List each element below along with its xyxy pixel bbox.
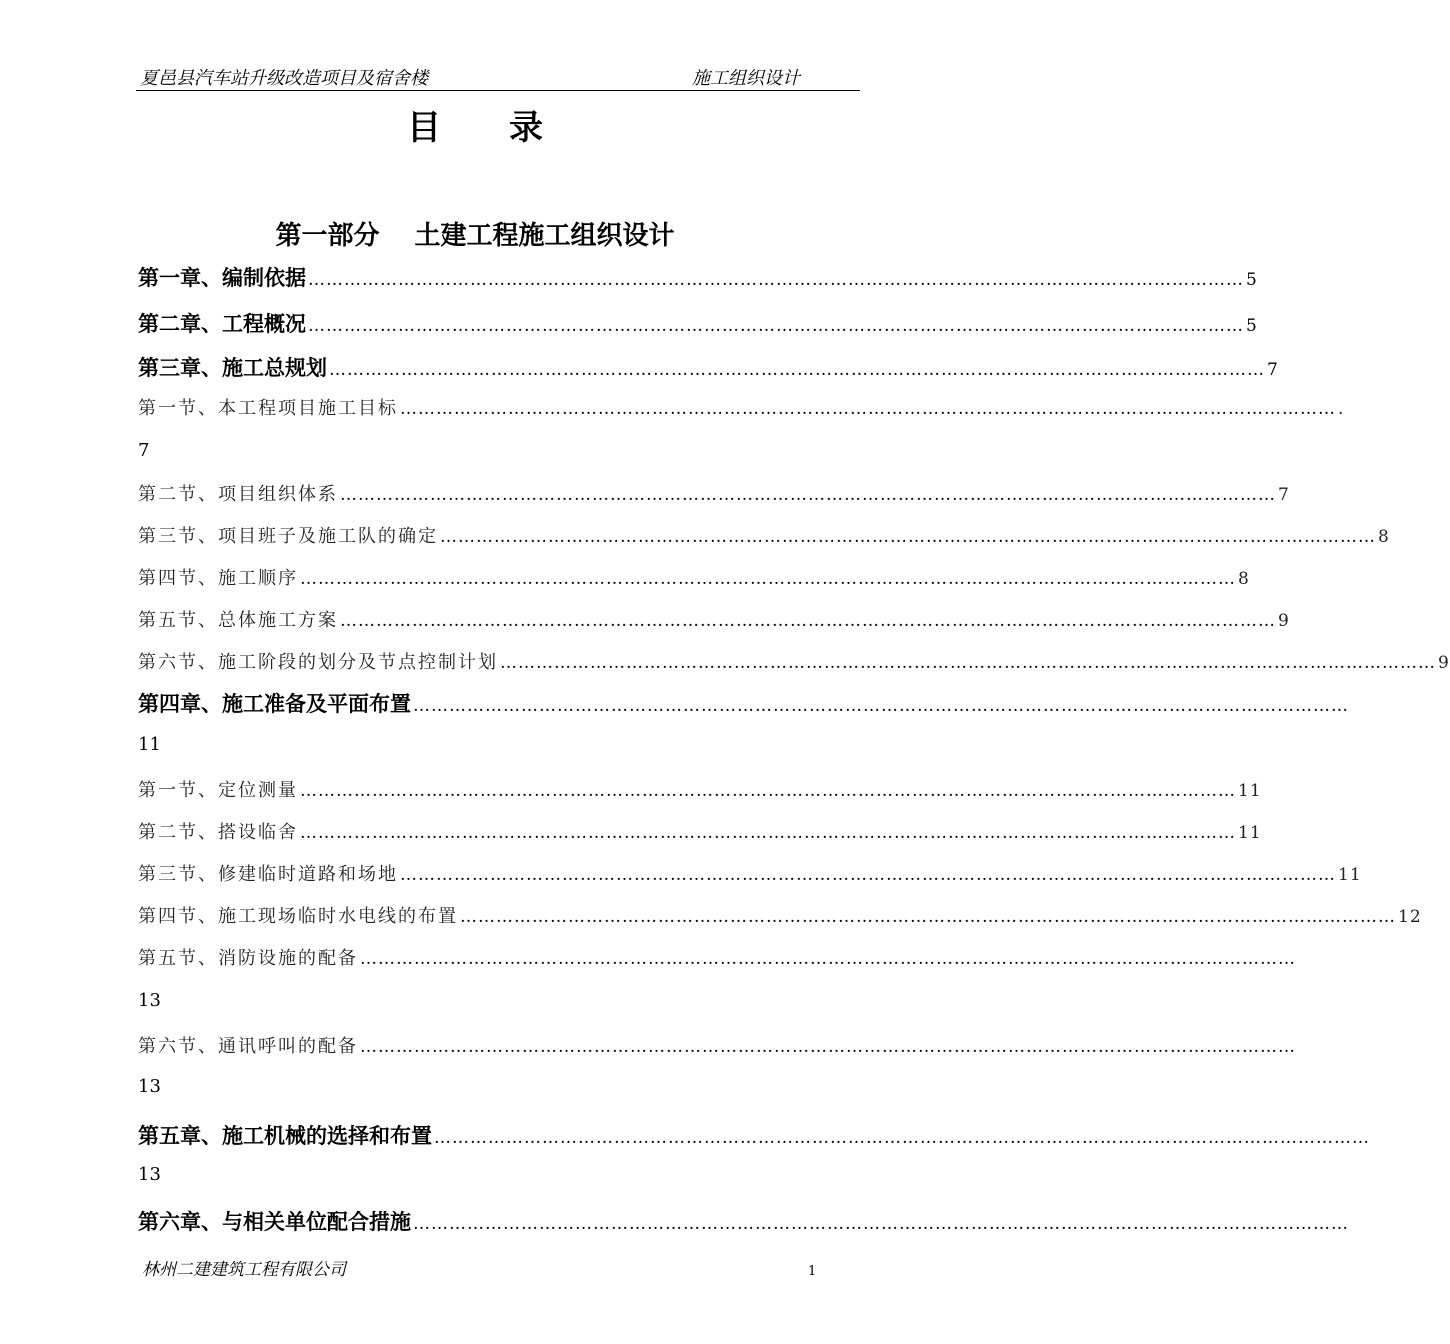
toc-leader-dots: ………………………………………………………………………………………………………………………………………… (400, 865, 1336, 885)
toc-chapter-entry[interactable] (138, 308, 1257, 338)
header-doc-type: 施工组织设计 (692, 68, 800, 89)
toc-section-entry[interactable] (138, 648, 1450, 674)
toc-entry-page: 9 (1278, 611, 1290, 631)
toc-entry-label: 第二节、项目组织体系 (138, 484, 338, 505)
toc-chapter-entry[interactable] (138, 688, 1349, 718)
toc-leader-dots: ………………………………………………………………………………………………………………………………………… (434, 1128, 1370, 1148)
toc-chapter-entry[interactable] (138, 1120, 1370, 1150)
toc-section-entry[interactable] (138, 564, 1250, 590)
toc-chapter-entry[interactable] (138, 262, 1257, 292)
toc-section-entry[interactable] (138, 1032, 1296, 1058)
toc-leader-dots: ………………………………………………………………………………………………………………………………………… (460, 907, 1396, 927)
toc-leader-dots: ………………………………………………………………………………………………………………………………………… (500, 653, 1436, 673)
toc-entry-page: 11 (1338, 865, 1362, 885)
toc-leader-dots: ………………………………………………………………………………………………………………………………………… (413, 1214, 1349, 1234)
toc-title: 目 录 (407, 108, 543, 148)
toc-entry-page: . (1338, 399, 1345, 419)
toc-page-wrap: 13 (138, 1164, 161, 1185)
toc-entry-label: 第五节、消防设施的配备 (138, 948, 358, 969)
toc-entry-label: 第三章、施工总规划 (138, 356, 327, 380)
toc-leader-dots: ………………………………………………………………………………………………………………………………………… (400, 399, 1336, 419)
toc-entry-label: 第二节、搭设临舍 (138, 822, 298, 843)
toc-entry-page: 8 (1378, 527, 1390, 547)
toc-entry-label: 第五章、施工机械的选择和布置 (138, 1124, 432, 1148)
toc-entry-page: 9 (1438, 653, 1450, 673)
toc-section-entry[interactable] (138, 776, 1262, 802)
toc-section-entry[interactable] (138, 480, 1290, 506)
toc-entry-page: 11 (1238, 823, 1262, 843)
toc-section-entry[interactable] (138, 944, 1296, 970)
toc-page-wrap: 13 (138, 990, 161, 1011)
toc-chapter-entry[interactable] (138, 352, 1278, 382)
toc-page-wrap: 7 (138, 440, 150, 461)
toc-leader-dots: ………………………………………………………………………………………………………………………………………… (329, 360, 1265, 380)
toc-leader-dots: ………………………………………………………………………………………………………………………………………… (440, 527, 1376, 547)
toc-entry-page: 7 (1278, 485, 1290, 505)
toc-leader-dots: ………………………………………………………………………………………………………………………………………… (308, 316, 1244, 336)
toc-entry-page: 11 (1238, 781, 1262, 801)
footer-company: 林州二建建筑工程有限公司 (142, 1260, 346, 1280)
toc-entry-page: 5 (1246, 270, 1257, 290)
toc-entry-label: 第五节、总体施工方案 (138, 610, 338, 631)
toc-page-wrap: 13 (138, 1076, 161, 1097)
toc-entry-label: 第四节、施工现场临时水电线的布置 (138, 906, 458, 927)
toc-leader-dots: ………………………………………………………………………………………………………………………………………… (300, 569, 1236, 589)
toc-section-entry[interactable] (138, 394, 1345, 420)
toc-entry-page: 5 (1246, 316, 1257, 336)
toc-leader-dots: ………………………………………………………………………………………………………………………………………… (340, 485, 1276, 505)
part-title: 第一部分 土建工程施工组织设计 (275, 221, 675, 251)
toc-entry-label: 第六章、与相关单位配合措施 (138, 1210, 411, 1234)
page-number: 1 (808, 1264, 817, 1279)
toc-entry-page: 12 (1398, 907, 1422, 927)
page-header (136, 62, 860, 91)
toc-leader-dots: ………………………………………………………………………………………………………………………………………… (340, 611, 1276, 631)
toc-section-entry[interactable] (138, 818, 1262, 844)
toc-chapter-entry[interactable] (138, 1206, 1349, 1236)
toc-section-entry[interactable] (138, 860, 1362, 886)
toc-leader-dots: ………………………………………………………………………………………………………………………………………… (300, 781, 1236, 801)
toc-entry-label: 第一章、编制依据 (138, 266, 306, 290)
toc-leader-dots: ………………………………………………………………………………………………………………………………………… (413, 696, 1349, 716)
toc-entry-label: 第一节、本工程项目施工目标 (138, 398, 398, 419)
toc-leader-dots: ………………………………………………………………………………………………………………………………………… (360, 949, 1296, 969)
toc-entry-label: 第六节、通讯呼叫的配备 (138, 1036, 358, 1057)
header-project-name: 夏邑县汽车站升级改造项目及宿舍楼 (140, 68, 428, 89)
toc-entry-label: 第一节、定位测量 (138, 780, 298, 801)
toc-entry-label: 第三节、项目班子及施工队的确定 (138, 526, 438, 547)
toc-entry-label: 第四节、施工顺序 (138, 568, 298, 589)
toc-leader-dots: ………………………………………………………………………………………………………………………………………… (308, 270, 1244, 290)
toc-entry-label: 第六节、施工阶段的划分及节点控制计划 (138, 652, 498, 673)
toc-leader-dots: ………………………………………………………………………………………………………………………………………… (360, 1037, 1296, 1057)
toc-section-entry[interactable] (138, 606, 1290, 632)
toc-page-wrap: 11 (138, 734, 161, 755)
toc-entry-page: 7 (1267, 360, 1278, 380)
toc-leader-dots: ………………………………………………………………………………………………………………………………………… (300, 823, 1236, 843)
toc-entry-label: 第三节、修建临时道路和场地 (138, 864, 398, 885)
toc-entry-page: 8 (1238, 569, 1250, 589)
toc-entry-label: 第四章、施工准备及平面布置 (138, 692, 411, 716)
toc-entry-label: 第二章、工程概况 (138, 312, 306, 336)
toc-section-entry[interactable] (138, 522, 1390, 548)
toc-section-entry[interactable] (138, 902, 1422, 928)
